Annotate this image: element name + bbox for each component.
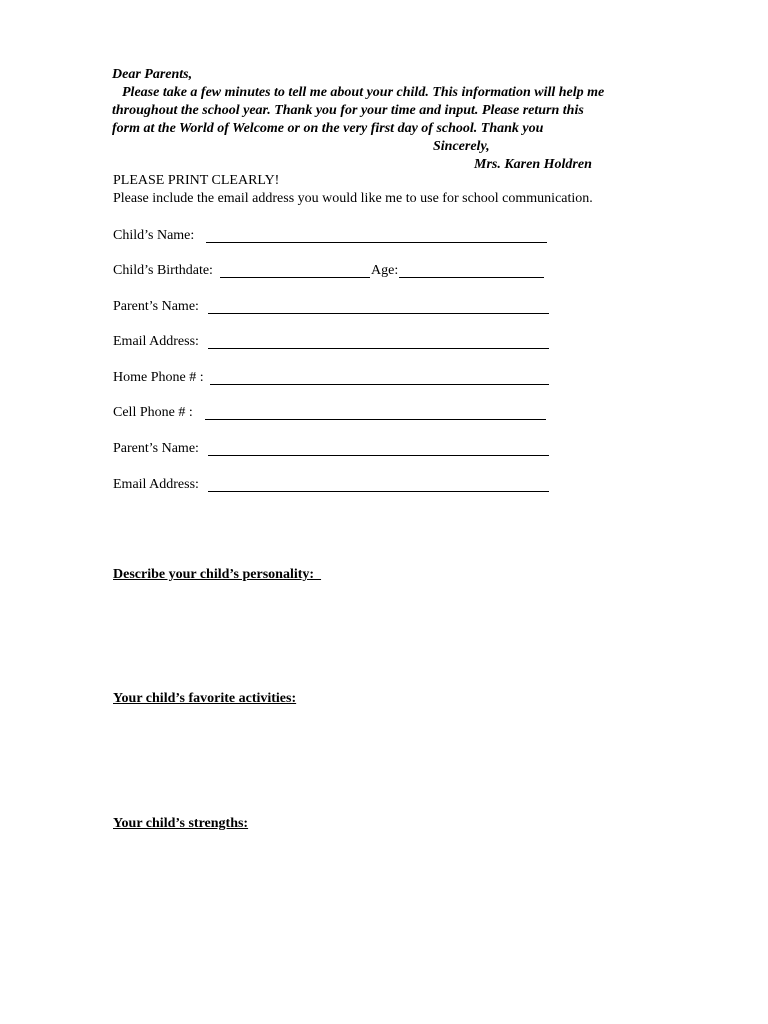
home-phone-row [113,369,204,387]
child-name-label: Child’s Name: [113,228,195,243]
child-name-row [113,227,194,245]
letter-greeting: Dear Parents, [112,67,193,82]
parent-name-blank-1[interactable] [208,299,549,314]
age-blank[interactable] [399,263,544,278]
email-blank-2[interactable] [208,477,549,492]
home-phone-label: Home Phone # : [113,370,204,385]
email-instruction: Please include the email address you would like me to use for school communication. [113,191,593,206]
parent-name-blank-2[interactable] [208,441,549,456]
letter-line-1: Please take a few minutes to tell me about your child. This information will help me [122,85,605,100]
child-name-blank[interactable] [206,228,547,243]
letter-closing: Sincerely, [433,139,490,154]
letter-signature: Mrs. Karen Holdren [474,157,592,172]
favorite-activities-heading: Your child’s favorite activities: [113,691,297,706]
print-clearly-heading: PLEASE PRINT CLEARLY! [113,173,280,188]
letter-line-3: form at the World of Welcome or on the very first day of school. Thank you [112,121,544,136]
personality-heading: Describe your child’s personality: [113,567,322,582]
child-birthdate-label: Child’s Birthdate: [113,263,213,278]
letter-line-2: throughout the school year. Thank you for your time and input. Please return this [112,103,584,118]
child-birthdate-blank[interactable] [220,263,370,278]
parent-name-label-1: Parent’s Name: [113,299,199,314]
letter [112,66,672,172]
age-row [371,262,398,280]
parent-name-row-1 [113,298,199,316]
email-row-2 [113,476,199,494]
cell-phone-blank[interactable] [205,405,546,420]
email-row-1 [113,333,199,351]
age-label: Age: [371,263,399,278]
parent-name-row-2 [113,440,199,458]
home-phone-blank[interactable] [210,370,549,385]
strengths-heading: Your child’s strengths: [113,816,249,831]
email-label-1: Email Address: [113,334,199,349]
cell-phone-label: Cell Phone # : [113,405,193,420]
birthdate-row [113,262,213,280]
parent-name-label-2: Parent’s Name: [113,441,199,456]
email-blank-1[interactable] [208,334,549,349]
cell-phone-row [113,404,193,422]
email-label-2: Email Address: [113,477,199,492]
